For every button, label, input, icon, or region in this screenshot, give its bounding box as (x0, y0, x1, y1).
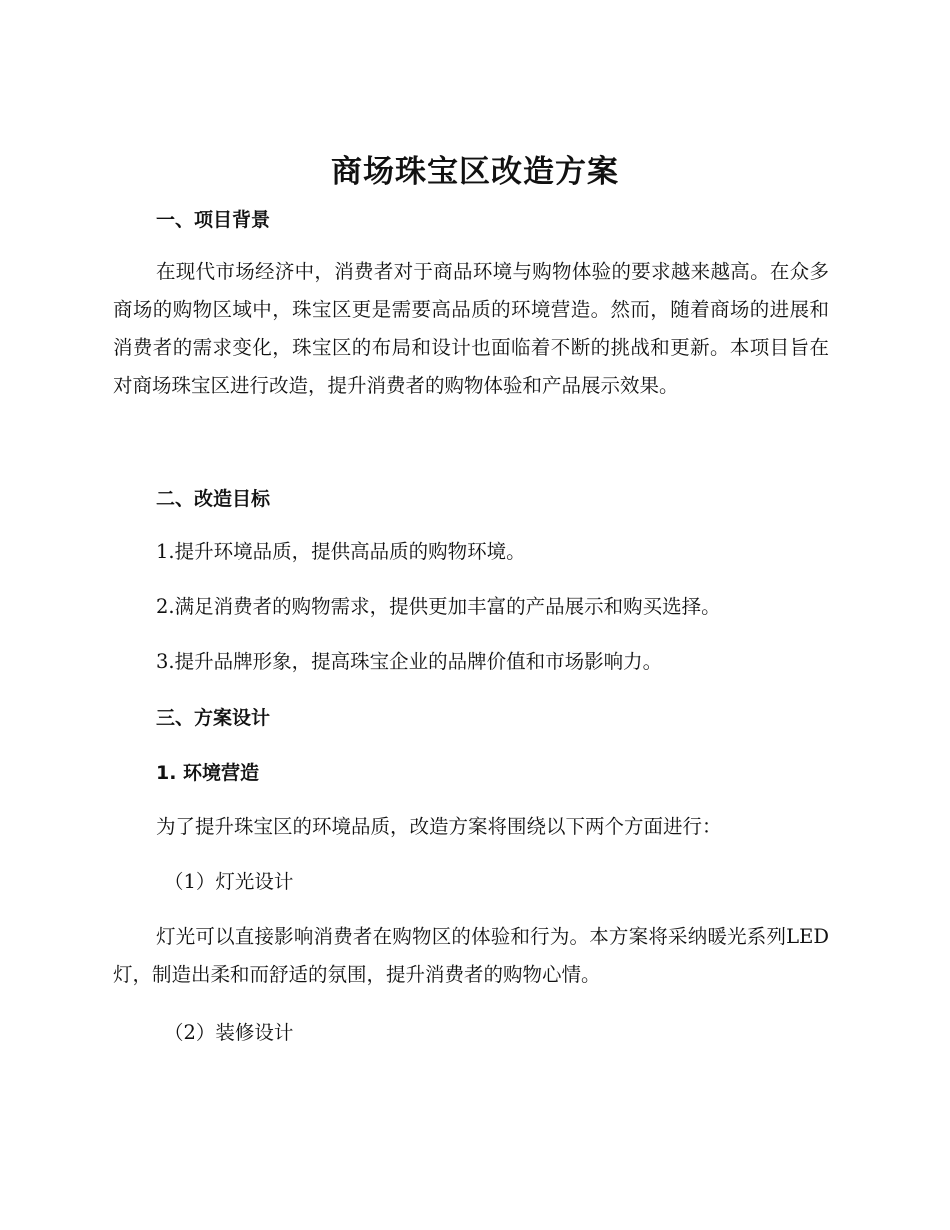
background-paragraph: 在现代市场经济中，消费者对于商品环境与购物体验的要求越来越高。在众多商场的购物区域中，珠宝区更是需要高品质的环境营造。然而，随着商场的进展和消费者的需求变化，珠宝区的布局和设计也面临着不断的挑战和更新。本项目旨在对商场珠宝区进行改造，提升消费者的购物体验和产品展示效果。 (113, 260, 829, 397)
section-heading-design: 三、方案设计 (156, 707, 271, 729)
goal-item-2: 2.满足消费者的购物需求，提供更加丰富的产品展示和购买选择。 (156, 595, 721, 618)
section-heading-background: 一、项目背景 (156, 209, 271, 231)
decoration-label: （2）装修设计 (164, 1021, 294, 1044)
goal-item-1: 1.提升环境品质，提供高品质的购物环境。 (156, 540, 526, 563)
lighting-paragraph: 灯光可以直接影响消费者在购物区的体验和行为。本方案将采纳暖光系列LED灯，制造出柔和而舒适的氛围，提升消费者的购物心情。 (113, 925, 829, 986)
design-intro: 为了提升珠宝区的环境品质，改造方案将围绕以下两个方面进行： (156, 815, 722, 838)
subsection-heading-environment: 1. 环境营造 (156, 762, 260, 784)
section-heading-goals: 二、改造目标 (156, 488, 271, 510)
goal-item-3: 3.提升品牌形象，提高珠宝企业的品牌价值和市场影响力。 (156, 650, 663, 673)
lighting-label: （1）灯光设计 (164, 870, 294, 893)
document-title: 商场珠宝区改造方案 (331, 154, 619, 190)
